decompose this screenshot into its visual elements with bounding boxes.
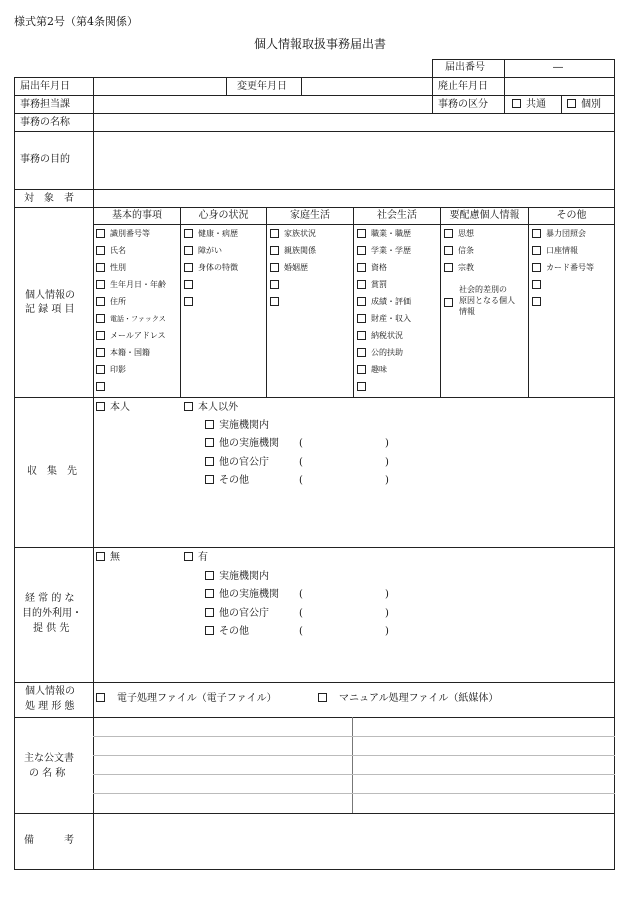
checkbox-icon <box>96 402 105 411</box>
record-item-basic[interactable] <box>96 363 126 377</box>
record-item-social[interactable] <box>357 363 387 377</box>
record-item-other[interactable] <box>532 261 594 275</box>
checkbox-icon <box>270 229 279 238</box>
record-item-label: 成績・評価 <box>371 297 411 306</box>
target-label: 対 象 者 <box>24 193 74 204</box>
record-item-label: 思想 <box>458 229 474 238</box>
paren-close: ) <box>385 475 389 486</box>
record-item-label: 資格 <box>371 263 387 272</box>
record-item-other[interactable] <box>532 295 546 309</box>
processing-label-2: 処 理 形 態 <box>25 701 75 712</box>
processing-label-1: 個人情報の <box>25 686 75 697</box>
checkbox-icon <box>184 552 193 561</box>
record-item-body[interactable] <box>184 244 222 258</box>
paren-open: ( <box>299 475 303 486</box>
record-item-label: 親族関係 <box>284 246 316 255</box>
record-item-label: 生年月日・年齢 <box>110 280 166 289</box>
record-item-sensitive-text-2: 原因となる個人 <box>459 296 515 305</box>
category-label: 事務の区分 <box>438 99 488 110</box>
checkbox-icon <box>205 438 214 447</box>
record-item-basic[interactable] <box>96 227 150 241</box>
filing-number-value: ― <box>553 62 563 73</box>
record-item-label: 身体の特徴 <box>198 263 238 272</box>
record-item-label: 納税状況 <box>371 331 403 340</box>
dept-label: 事務担当課 <box>20 99 70 110</box>
checkbox-icon <box>357 331 366 340</box>
checkbox-icon <box>96 365 105 374</box>
record-item-label: 信条 <box>458 246 474 255</box>
record-item-label: 住所 <box>110 297 126 306</box>
processing-manual-option[interactable] <box>318 692 498 706</box>
record-item-basic[interactable] <box>96 244 126 258</box>
checkbox-icon <box>512 99 521 108</box>
option-label: 他の実施機関 <box>219 438 279 449</box>
record-item-family[interactable] <box>270 261 308 275</box>
checkbox-icon <box>96 280 105 289</box>
record-item-label: 印影 <box>110 365 126 374</box>
option-label: 他の官公庁 <box>219 457 269 468</box>
checkbox-icon <box>205 457 214 466</box>
record-item-basic[interactable] <box>96 329 166 343</box>
record-item-social[interactable] <box>357 329 403 343</box>
record-item-social[interactable] <box>357 312 411 326</box>
checkbox-icon <box>567 99 576 108</box>
checkbox-icon <box>357 229 366 238</box>
record-item-basic[interactable] <box>96 380 110 394</box>
record-item-label: カード番号等 <box>546 263 594 272</box>
checkbox-icon <box>184 246 193 255</box>
collection-sub-option[interactable] <box>205 437 279 451</box>
record-items-label-2: 記 録 項 目 <box>25 304 75 315</box>
checkbox-icon <box>270 280 279 289</box>
abolish-date-label: 廃止年月日 <box>438 81 488 92</box>
checkbox-icon <box>444 263 453 272</box>
record-item-body[interactable] <box>184 295 198 309</box>
record-column-header: その他 <box>556 210 587 221</box>
checkbox-icon <box>205 608 214 617</box>
record-item-basic[interactable] <box>96 295 126 309</box>
checkbox-icon <box>532 280 541 289</box>
record-item-sensitive-checkbox[interactable] <box>444 297 458 311</box>
record-item-other[interactable] <box>532 278 546 292</box>
record-item-basic[interactable] <box>96 261 126 275</box>
record-item-social[interactable] <box>357 346 403 360</box>
usage-yes-option[interactable] <box>184 551 208 565</box>
category-individual-option[interactable] <box>567 98 601 112</box>
checkbox-icon <box>270 246 279 255</box>
checkbox-icon <box>96 263 105 272</box>
record-item-label: 職業・職歴 <box>371 229 411 238</box>
record-column-header: 要配慮個人情報 <box>449 210 520 221</box>
paren-open: ( <box>299 608 303 619</box>
record-item-label: 氏名 <box>110 246 126 255</box>
record-item-label: 性別 <box>110 263 126 272</box>
paren-close: ) <box>385 626 389 637</box>
checkbox-icon <box>357 246 366 255</box>
record-item-social[interactable] <box>357 244 411 258</box>
record-item-basic[interactable] <box>96 278 166 292</box>
record-item-sensitive[interactable] <box>444 261 474 275</box>
checkbox-icon <box>270 297 279 306</box>
option-label: その他 <box>219 626 249 637</box>
checkbox-icon <box>205 589 214 598</box>
paren-close: ) <box>385 457 389 468</box>
record-item-body[interactable] <box>184 227 238 241</box>
checkbox-icon <box>357 263 366 272</box>
checkbox-icon <box>205 571 214 580</box>
checkbox-icon <box>532 246 541 255</box>
option-label: 無 <box>110 552 120 563</box>
checkbox-icon <box>357 348 366 357</box>
checkbox-icon <box>96 693 105 702</box>
record-item-sensitive[interactable] <box>444 227 474 241</box>
checkbox-icon <box>357 280 366 289</box>
checkbox-icon <box>444 229 453 238</box>
collection-sub-option[interactable] <box>205 456 269 470</box>
record-item-label: 賞罰 <box>371 280 387 289</box>
option-label: 他の官公庁 <box>219 608 269 619</box>
collection-sub-option[interactable] <box>205 419 269 433</box>
record-item-label: 宗教 <box>458 263 474 272</box>
option-label: 実施機関内 <box>219 571 269 582</box>
checkbox-icon <box>96 246 105 255</box>
checkbox-icon <box>96 229 105 238</box>
paren-open: ( <box>299 457 303 468</box>
record-column-header: 社会生活 <box>377 210 417 221</box>
record-item-label: 本籍・国籍 <box>110 348 150 357</box>
record-item-family[interactable] <box>270 227 316 241</box>
record-column-header: 心身の状況 <box>198 210 249 221</box>
record-item-social[interactable] <box>357 295 411 309</box>
record-column-header: 基本的事項 <box>112 210 162 221</box>
checkbox-icon <box>357 314 366 323</box>
form-number: 様式第2号（第4条関係） <box>14 15 138 28</box>
record-item-label: 趣味 <box>371 365 387 374</box>
record-item-label: 障がい <box>198 246 222 255</box>
checkbox-icon <box>184 402 193 411</box>
usage-label-2: 目的外利用・ <box>22 608 82 619</box>
usage-label-3: 提 供 先 <box>33 623 70 634</box>
docs-label-1: 主な公文書 <box>24 753 74 764</box>
purpose-label: 事務の目的 <box>20 154 70 165</box>
usage-sub-option[interactable] <box>205 625 249 639</box>
checkbox-icon <box>96 348 105 357</box>
usage-none-option[interactable] <box>96 551 120 565</box>
checkbox-icon <box>96 314 105 323</box>
remarks-label: 備 考 <box>24 835 74 846</box>
record-item-label: 電話・ファックス <box>110 315 166 323</box>
record-item-family[interactable] <box>270 278 284 292</box>
docs-label-2: の 名 称 <box>29 768 66 779</box>
processing-electronic-option[interactable] <box>96 692 277 706</box>
collection-label: 収 集 先 <box>27 466 77 477</box>
checkbox-icon <box>444 298 453 307</box>
option-label: マニュアル処理ファイル（紙媒体） <box>339 693 499 704</box>
option-label: 他の実施機関 <box>219 589 279 600</box>
option-label: 電子処理ファイル（電子ファイル） <box>117 693 277 704</box>
category-individual-label: 個別 <box>581 99 601 110</box>
checkbox-icon <box>357 365 366 374</box>
record-item-family[interactable] <box>270 244 316 258</box>
option-label: 本人以外 <box>198 402 238 413</box>
change-date-label: 変更年月日 <box>237 81 287 92</box>
record-item-label: 財産・収入 <box>371 314 411 323</box>
checkbox-icon <box>205 420 214 429</box>
record-item-label: 口座情報 <box>546 246 578 255</box>
record-item-family[interactable] <box>270 295 284 309</box>
checkbox-icon <box>184 297 193 306</box>
checkbox-icon <box>532 263 541 272</box>
collection-self-option[interactable] <box>96 401 130 415</box>
collection-sub-option[interactable] <box>205 474 249 488</box>
category-common-option[interactable] <box>512 98 546 112</box>
paren-open: ( <box>299 626 303 637</box>
checkbox-icon <box>96 331 105 340</box>
record-item-social[interactable] <box>357 261 387 275</box>
option-label: 実施機関内 <box>219 420 269 431</box>
paren-close: ) <box>385 589 389 600</box>
paren-open: ( <box>299 438 303 449</box>
paren-close: ) <box>385 608 389 619</box>
option-label: 有 <box>198 552 208 563</box>
checkbox-icon <box>205 626 214 635</box>
filing-date-label: 届出年月日 <box>20 81 70 92</box>
usage-sub-option[interactable] <box>205 588 279 602</box>
usage-sub-option[interactable] <box>205 570 269 584</box>
record-item-basic[interactable] <box>96 312 166 326</box>
checkbox-icon <box>357 297 366 306</box>
checkbox-icon <box>184 263 193 272</box>
record-item-social[interactable] <box>357 278 387 292</box>
option-label: その他 <box>219 475 249 486</box>
record-item-body[interactable] <box>184 261 238 275</box>
checkbox-icon <box>532 229 541 238</box>
record-item-label: 暴力団照会 <box>546 229 586 238</box>
record-item-label: 学業・学歴 <box>371 246 411 255</box>
checkbox-icon <box>96 297 105 306</box>
checkbox-icon <box>96 552 105 561</box>
record-item-other[interactable] <box>532 227 586 241</box>
paren-open: ( <box>299 589 303 600</box>
checkbox-icon <box>318 693 327 702</box>
record-item-social[interactable] <box>357 227 411 241</box>
record-item-label: 識別番号等 <box>110 229 150 238</box>
record-item-label: 健康・病歴 <box>198 229 238 238</box>
filing-number-label: 届出番号 <box>445 62 485 73</box>
checkbox-icon <box>444 246 453 255</box>
record-item-other[interactable] <box>532 244 578 258</box>
record-item-label: 家族状況 <box>284 229 316 238</box>
checkbox-icon <box>184 280 193 289</box>
checkbox-icon <box>270 263 279 272</box>
record-item-social[interactable] <box>357 380 371 394</box>
record-item-sensitive[interactable] <box>444 244 474 258</box>
usage-sub-option[interactable] <box>205 607 269 621</box>
name-label: 事務の名称 <box>20 117 70 128</box>
collection-not-self-option[interactable] <box>184 401 238 415</box>
record-items-label-1: 個人情報の <box>25 290 75 301</box>
record-item-label: 婚姻歴 <box>284 263 308 272</box>
record-item-basic[interactable] <box>96 346 150 360</box>
checkbox-icon <box>357 382 366 391</box>
record-item-sensitive-text-1: 社会的差別の <box>459 285 507 294</box>
category-common-label: 共通 <box>526 99 546 110</box>
record-column-header: 家庭生活 <box>290 210 330 221</box>
record-item-label: 公的扶助 <box>371 348 403 357</box>
checkbox-icon <box>532 297 541 306</box>
usage-label-1: 経 常 的 な <box>25 593 75 604</box>
paren-close: ) <box>385 438 389 449</box>
record-item-label: メールアドレス <box>110 331 166 340</box>
record-item-sensitive-text-3: 情報 <box>459 307 475 316</box>
option-label: 本人 <box>110 402 130 413</box>
page-title: 個人情報取扱事務届出書 <box>254 37 387 51</box>
checkbox-icon <box>184 229 193 238</box>
checkbox-icon <box>96 382 105 391</box>
checkbox-icon <box>205 475 214 484</box>
record-item-body[interactable] <box>184 278 198 292</box>
